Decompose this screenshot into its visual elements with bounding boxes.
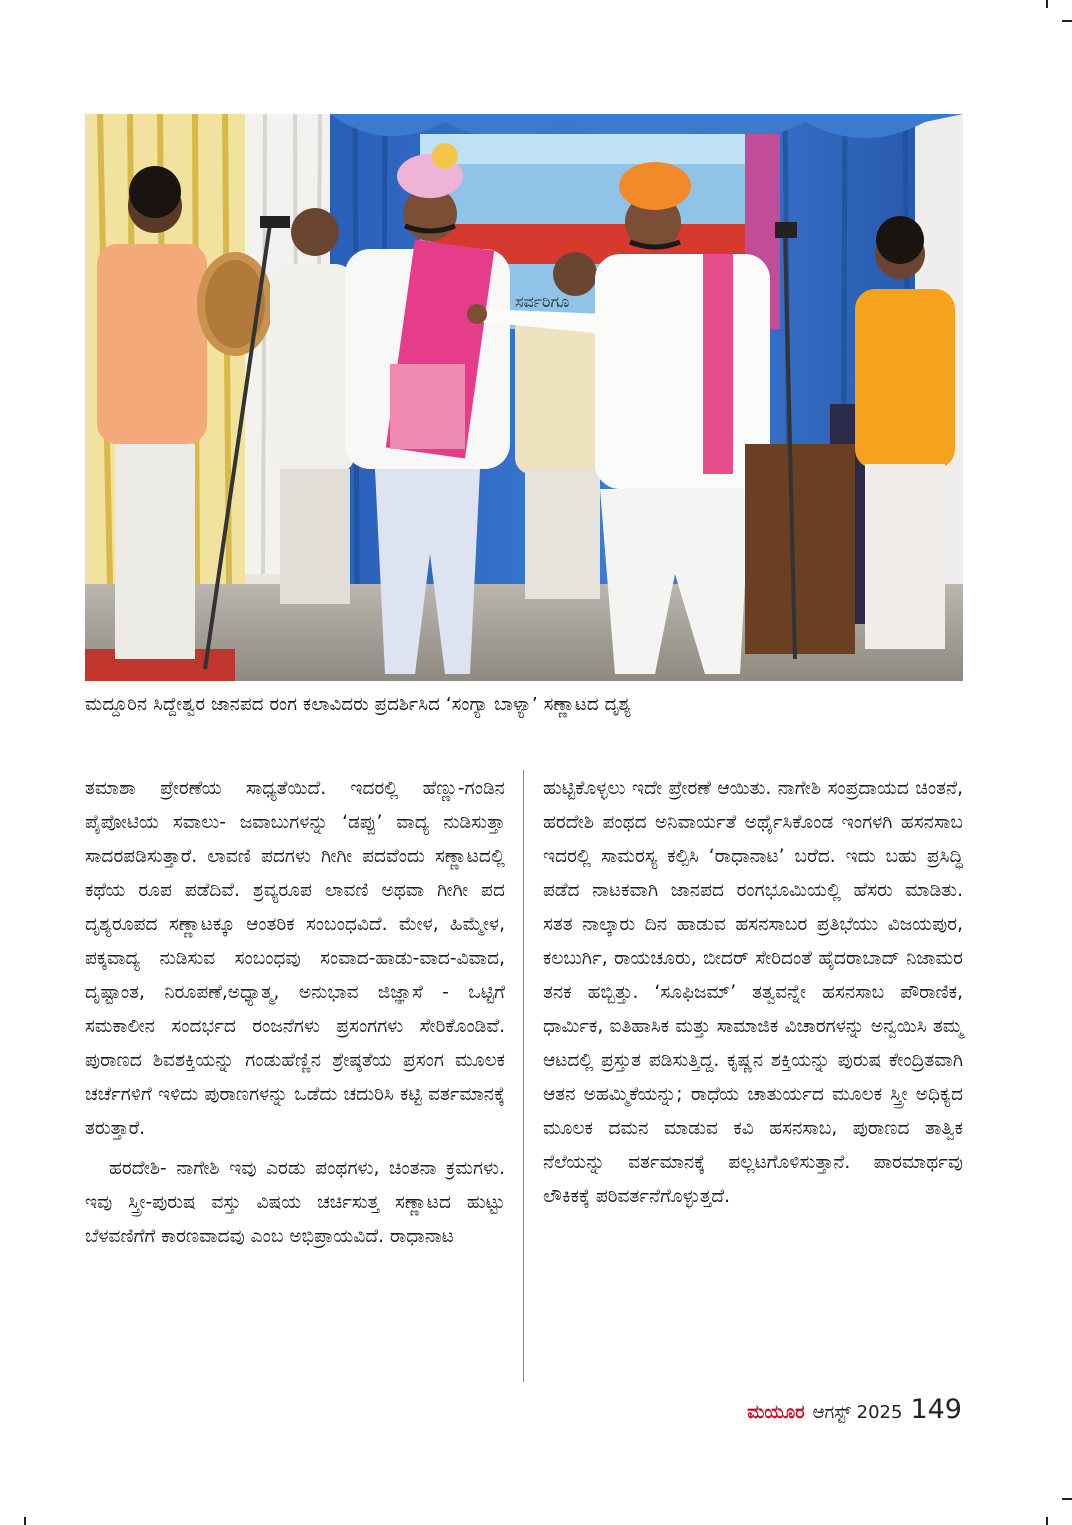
paragraph: ಹರದೇಶಿ- ನಾಗೇಶಿ ಇವು ಎರಡು ಪಂಥಗಳು, ಚಿಂತನಾ ಕ್ರಮಗಳು. ಇವು ಸ್ತ್ರೀ-ಪುರುಷ ವಸ್ತು ವಿಷಯ ಚರ್ಚಿಸುತ್ತ ಸಣ್ಣಾಟದ ಹುಟ್ಟು ಬೆಳವಣಿಗೆಗೆ ಕಾರಣವಾದವು ಎಂಬ ಅಭಿಪ್ರಾಯವಿದೆ. ರಾಧಾನಾಟ — [85, 1158, 505, 1247]
crop-mark-bottom-right — [1046, 1517, 1048, 1525]
article-column-right — [543, 772, 963, 1220]
magazine-logo: ಮಯೂರ — [747, 1402, 805, 1423]
banner-text: ಸರ್ವರಿಗೂ — [515, 292, 570, 311]
paragraph: ತಮಾಶಾ ಪ್ರೇರಣೆಯ ಸಾಧ್ಯತೆಯಿದೆ. ಇದರಲ್ಲಿ ಹೆಣ್ಣು-ಗಂಡಿನ ಪೈಪೋಟಿಯ ಸವಾಲು- ಜವಾಬುಗಳನ್ನು ‘ಡಪ್ಪು’ ವಾದ್ಯ ನುಡಿಸುತ್ತಾ ಸಾದರಪಡಿಸುತ್ತಾರೆ. ಲಾವಣಿ ಪದಗಳು ಗೀಗೀ ಪದವೆಂದು ಸಣ್ಣಾಟದಲ್ಲಿ ಕಥೆಯ ರೂಪ ಪಡೆದಿವೆ. ಶ್ರವ್ಯರೂಪ ಲಾವಣಿ ಅಥವಾ ಗೀಗೀ ಪದ ದೃಶ್ಯರೂಪದ ಸಣ್ಣಾಟಕ್ಕೂ ಆಂತರಿಕ ಸಂಬಂಧವಿದೆ. ಮೇಳ, ಹಿಮ್ಮೇಳ, ಪಕ್ಕವಾದ್ಯ ನುಡಿಸುವ ಸಂಬಂಧವು ಸಂವಾದ-ಹಾಡು-ವಾದ-ವಿವಾದ, ದೃಷ್ಟಾಂತ, ನಿರೂಪಣೆ,ಅಧ್ಯಾತ್ಮ, ಅನುಭಾವ ಜಿಜ್ಞಾಸೆ - ಒಟ್ಟಿಗೆ ಸಮಕಾಲೀನ ಸಂದರ್ಭದ ರಂಜನೆಗಳು ಪ್ರಸಂಗಗಳು ಸೇರಿಕೊಂಡಿವೆ. ಪುರಾಣದ ಶಿವಶಕ್ತಿಯನ್ನು ಗಂಡುಹೆಣ್ಣಿನ ಶ್ರೇಷ್ಠತೆಯ ಪ್ರಸಂಗ ಮೂಲಕ ಚರ್ಚೆಗಳಿಗೆ ಇಳಿದು ಪುರಾಣಗಳನ್ನು ಒಡೆದು ಚದುರಿಸಿ ಕಟ್ಟಿ ವರ್ತಮಾನಕ್ಕೆ ತರುತ್ತಾರೆ. — [85, 778, 505, 1139]
article-column-left — [85, 772, 505, 1260]
crop-mark-top-right-horizontal — [1062, 20, 1072, 22]
stage-performance-photo — [85, 114, 963, 681]
column-divider — [523, 770, 524, 1382]
crop-mark-bottom-right-horizontal — [1062, 1498, 1072, 1500]
issue-date: ಆಗಸ್ಟ್ 2025 — [812, 1402, 903, 1423]
crop-mark-bottom-left — [24, 1517, 26, 1525]
page-number: 149 — [910, 1394, 962, 1425]
crop-mark-top-right — [1046, 0, 1048, 8]
photo-caption: ಮದ್ದೂರಿನ ಸಿದ್ದೇಶ್ವರ ಜಾನಪದ ರಂಗ ಕಲಾವಿದರು ಪ್ರದರ್ಶಿಸಿದ ‘ಸಂಗ್ಯಾ ಬಾಳ್ಯಾ’ ಸಣ್ಣಾಟದ ದೃಶ್ಯ — [85, 694, 632, 715]
page-footer — [747, 1394, 962, 1430]
paragraph: ಹುಟ್ಟಿಕೊಳ್ಳಲು ಇದೇ ಪ್ರೇರಣೆ ಆಯಿತು. ನಾಗೇಶಿ ಸಂಪ್ರದಾಯದ ಚಿಂತನೆ, ಹರದೇಶಿ ಪಂಥದ ಅನಿವಾರ್ಯತೆ ಅರ್ಥೈಸಿಕೊಂಡ ಇಂಗಳಗಿ ಹಸನಸಾಬ ಇದರಲ್ಲಿ ಸಾಮರಸ್ಯ ಕಲ್ಪಿಸಿ ‘ರಾಧಾನಾಟ’ ಬರೆದ. ಇದು ಬಹು ಪ್ರಸಿದ್ಧಿ ಪಡೆದ ನಾಟಕವಾಗಿ ಜಾನಪದ ರಂಗಭೂಮಿಯಲ್ಲಿ ಹೆಸರು ಮಾಡಿತು. ಸತತ ನಾಲ್ಕಾರು ದಿನ ಹಾಡುವ ಹಸನಸಾಬರ ಪ್ರತಿಭೆಯು ವಿಜಯಪುರ, ಕಲಬುರ್ಗಿ, ರಾಯಚೂರು, ಬೀದರ್ ಸೇರಿದಂತೆ ಹೈದರಾಬಾದ್ ನಿಜಾಮರ ತನಕ ಹಬ್ಬಿತ್ತು. ‘ಸೂಫಿಜಮ್’ ತತ್ವವನ್ನೇ ಹಸನಸಾಬ ಪೌರಾಣಿಕ, ಧಾರ್ಮಿಕ, ಐತಿಹಾಸಿಕ ಮತ್ತು ಸಾಮಾಜಿಕ ವಿಚಾರಗಳನ್ನು ಅನ್ವಯಿಸಿ ತಮ್ಮ ಆಟದಲ್ಲಿ ಪ್ರಸ್ತುತ ಪಡಿಸುತ್ತಿದ್ದ. ಕೃಷ್ಣನ ಶಕ್ತಿಯನ್ನು ಪುರುಷ ಕೇಂದ್ರಿತವಾಗಿ ಆತನ ಅಹಮ್ಮಿಕೆಯನ್ನು; ರಾಧೆಯ ಚಾತುರ್ಯದ ಮೂಲಕ ಸ್ತ್ರೀ ಅಧಿಕ್ಯದ ಮೂಲಕ ದಮನ ಮಾಡುವ ಕವಿ ಹಸನಸಾಬ, ಪುರಾಣದ ತಾತ್ವಿಕ ನೆಲೆಯನ್ನು ವರ್ತಮಾನಕ್ಕೆ ಪಲ್ಲಟಗೊಳಿಸುತ್ತಾನೆ. ಪಾರಮಾರ್ಥವು ಲೌಕಿಕಕ್ಕೆ ಪರಿವರ್ತನೆಗೊಳ್ಳುತ್ತದೆ. — [543, 778, 963, 1207]
